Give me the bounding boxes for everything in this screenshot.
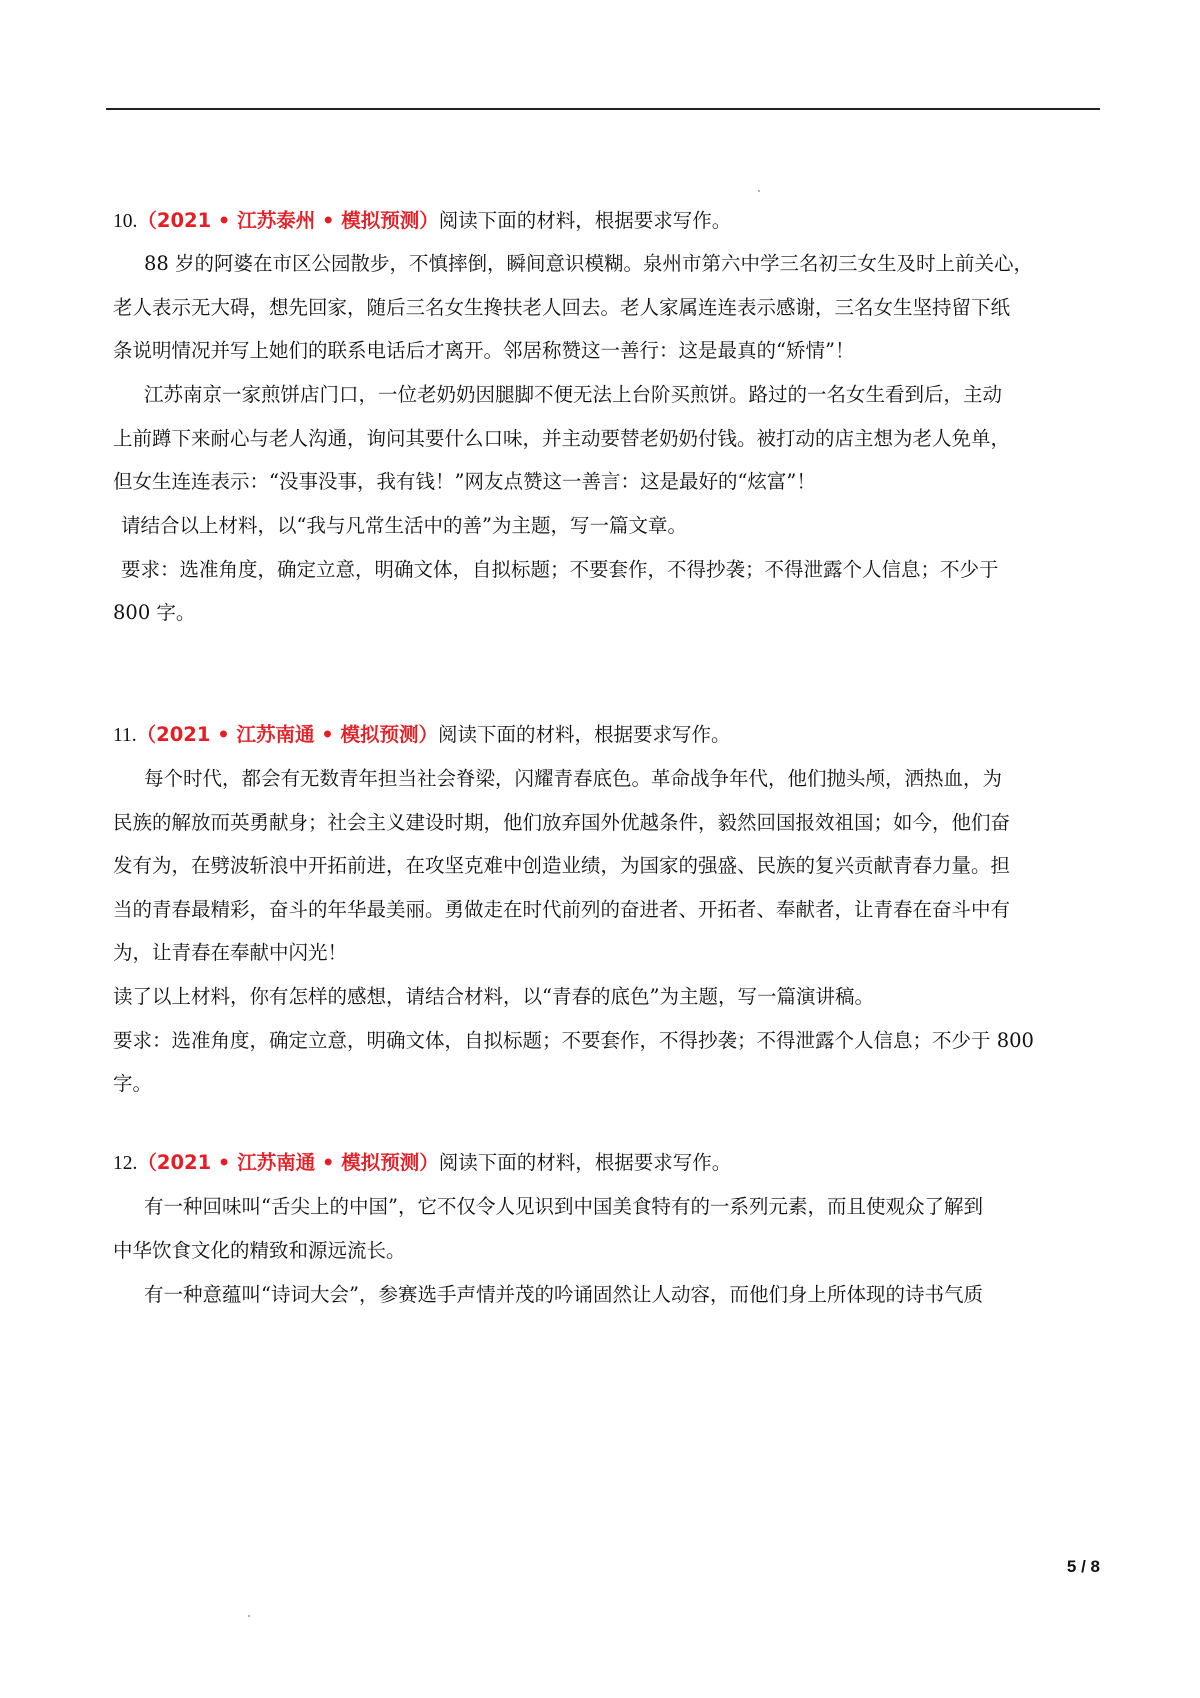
- requirements-line: 要求：选准角度，确定立意，明确文体，自拟标题；不要套作，不得抄袭；不得泄露个人信息；不少于: [121, 558, 999, 581]
- prompt-line: 请结合以上材料，以“我与凡常生活中的善”为主题，写一篇文章。: [121, 514, 687, 537]
- page-number: 5 / 8: [1066, 1557, 1100, 1576]
- scan-speck: [248, 1615, 250, 1617]
- prompt-line: 读了以上材料，你有怎样的感想，请结合材料，以“青春的底色”为主题，写一篇演讲稿。: [113, 985, 874, 1008]
- requirements-line: 字。: [113, 1072, 153, 1095]
- question-source: （2021 • 江苏泰州 • 模拟预测）: [137, 209, 439, 232]
- requirements-line: 800 字。: [113, 601, 196, 624]
- question-12-heading: [113, 1151, 1100, 1176]
- question-instruction: 阅读下面的材料，根据要求写作。: [438, 723, 731, 746]
- paragraph-line: 有一种意蕴叫“诗词大会”，参赛选手声情并茂的吟诵固然让人动容，而他们身上所体现的诗书气质: [144, 1283, 983, 1306]
- paragraph-line: 老人表示无大碍，想先回家，随后三名女生搀扶老人回去。老人家属连连表示感谢，三名女生坚持留下纸: [113, 296, 1011, 319]
- paragraph-line: 但女生连连表示：“没事没事，我有钱！”网友点赞这一善言：这是最好的“炫富”！: [113, 470, 816, 493]
- paragraph-line: 民族的解放而英勇献身；社会主义建设时期，他们放弃国外优越条件，毅然回国报效祖国；如今，他们奋: [113, 811, 1011, 834]
- paragraph-line: 发有为，在劈波斩浪中开拓前进，在攻坚克难中创造业绩，为国家的强盛、民族的复兴贡献青春力量。担: [113, 854, 1011, 877]
- paragraph-line: 为，让青春在奉献中闪光！: [113, 941, 348, 964]
- question-instruction: 阅读下面的材料，根据要求写作。: [438, 1151, 732, 1174]
- requirements-line: 要求：选准角度，确定立意，明确文体，自拟标题；不要套作，不得抄袭；不得泄露个人信息；不少于 800: [113, 1029, 1034, 1052]
- question-source: （2021 • 江苏南通 • 模拟预测）: [137, 1151, 439, 1174]
- paragraph-line: 上前蹲下来耐心与老人沟通，询问其要什么口味，并主动要替老奶奶付钱。被打动的店主想为老人免单，: [113, 427, 1011, 450]
- question-number: 10.: [113, 211, 138, 232]
- question-instruction: 阅读下面的材料，根据要求写作。: [438, 209, 732, 232]
- paragraph-line: 江苏南京一家煎饼店门口，一位老奶奶因腿脚不便无法上台阶买煎饼。路过的一名女生看到后，主动: [144, 383, 1003, 406]
- paragraph-line: 每个时代，都会有无数青年担当社会脊梁，闪耀青春底色。革命战争年代，他们抛头颅，洒热血，为: [144, 767, 1003, 790]
- question-number: 11.: [113, 725, 137, 746]
- question-10-heading: [113, 209, 1100, 234]
- question-11-heading: [113, 723, 1100, 748]
- paragraph-line: 中华饮食文化的精致和源远流长。: [113, 1239, 406, 1262]
- scan-speck: [758, 190, 760, 192]
- paragraph-line: 有一种回味叫“舌尖上的中国”，它不仅令人见识到中国美食特有的一系列元素，而且使观众了解到: [144, 1195, 983, 1218]
- paragraph-line: 88 岁的阿婆在市区公园散步，不慎摔倒，瞬间意识模糊。泉州市第六中学三名初三女生及时上前关心，: [144, 252, 1034, 275]
- header-rule: [106, 108, 1100, 110]
- paragraph-line: 条说明情况并写上她们的联系电话后才离开。邻居称赞这一善行：这是最真的“矫情”！: [113, 339, 855, 362]
- question-source: （2021 • 江苏南通 • 模拟预测）: [136, 723, 439, 746]
- question-number: 12.: [113, 1153, 138, 1174]
- paragraph-line: 当的青春最精彩，奋斗的年华最美丽。勇做走在时代前列的奋进者、开拓者、奉献者，让青春在奋斗中有: [113, 898, 1011, 921]
